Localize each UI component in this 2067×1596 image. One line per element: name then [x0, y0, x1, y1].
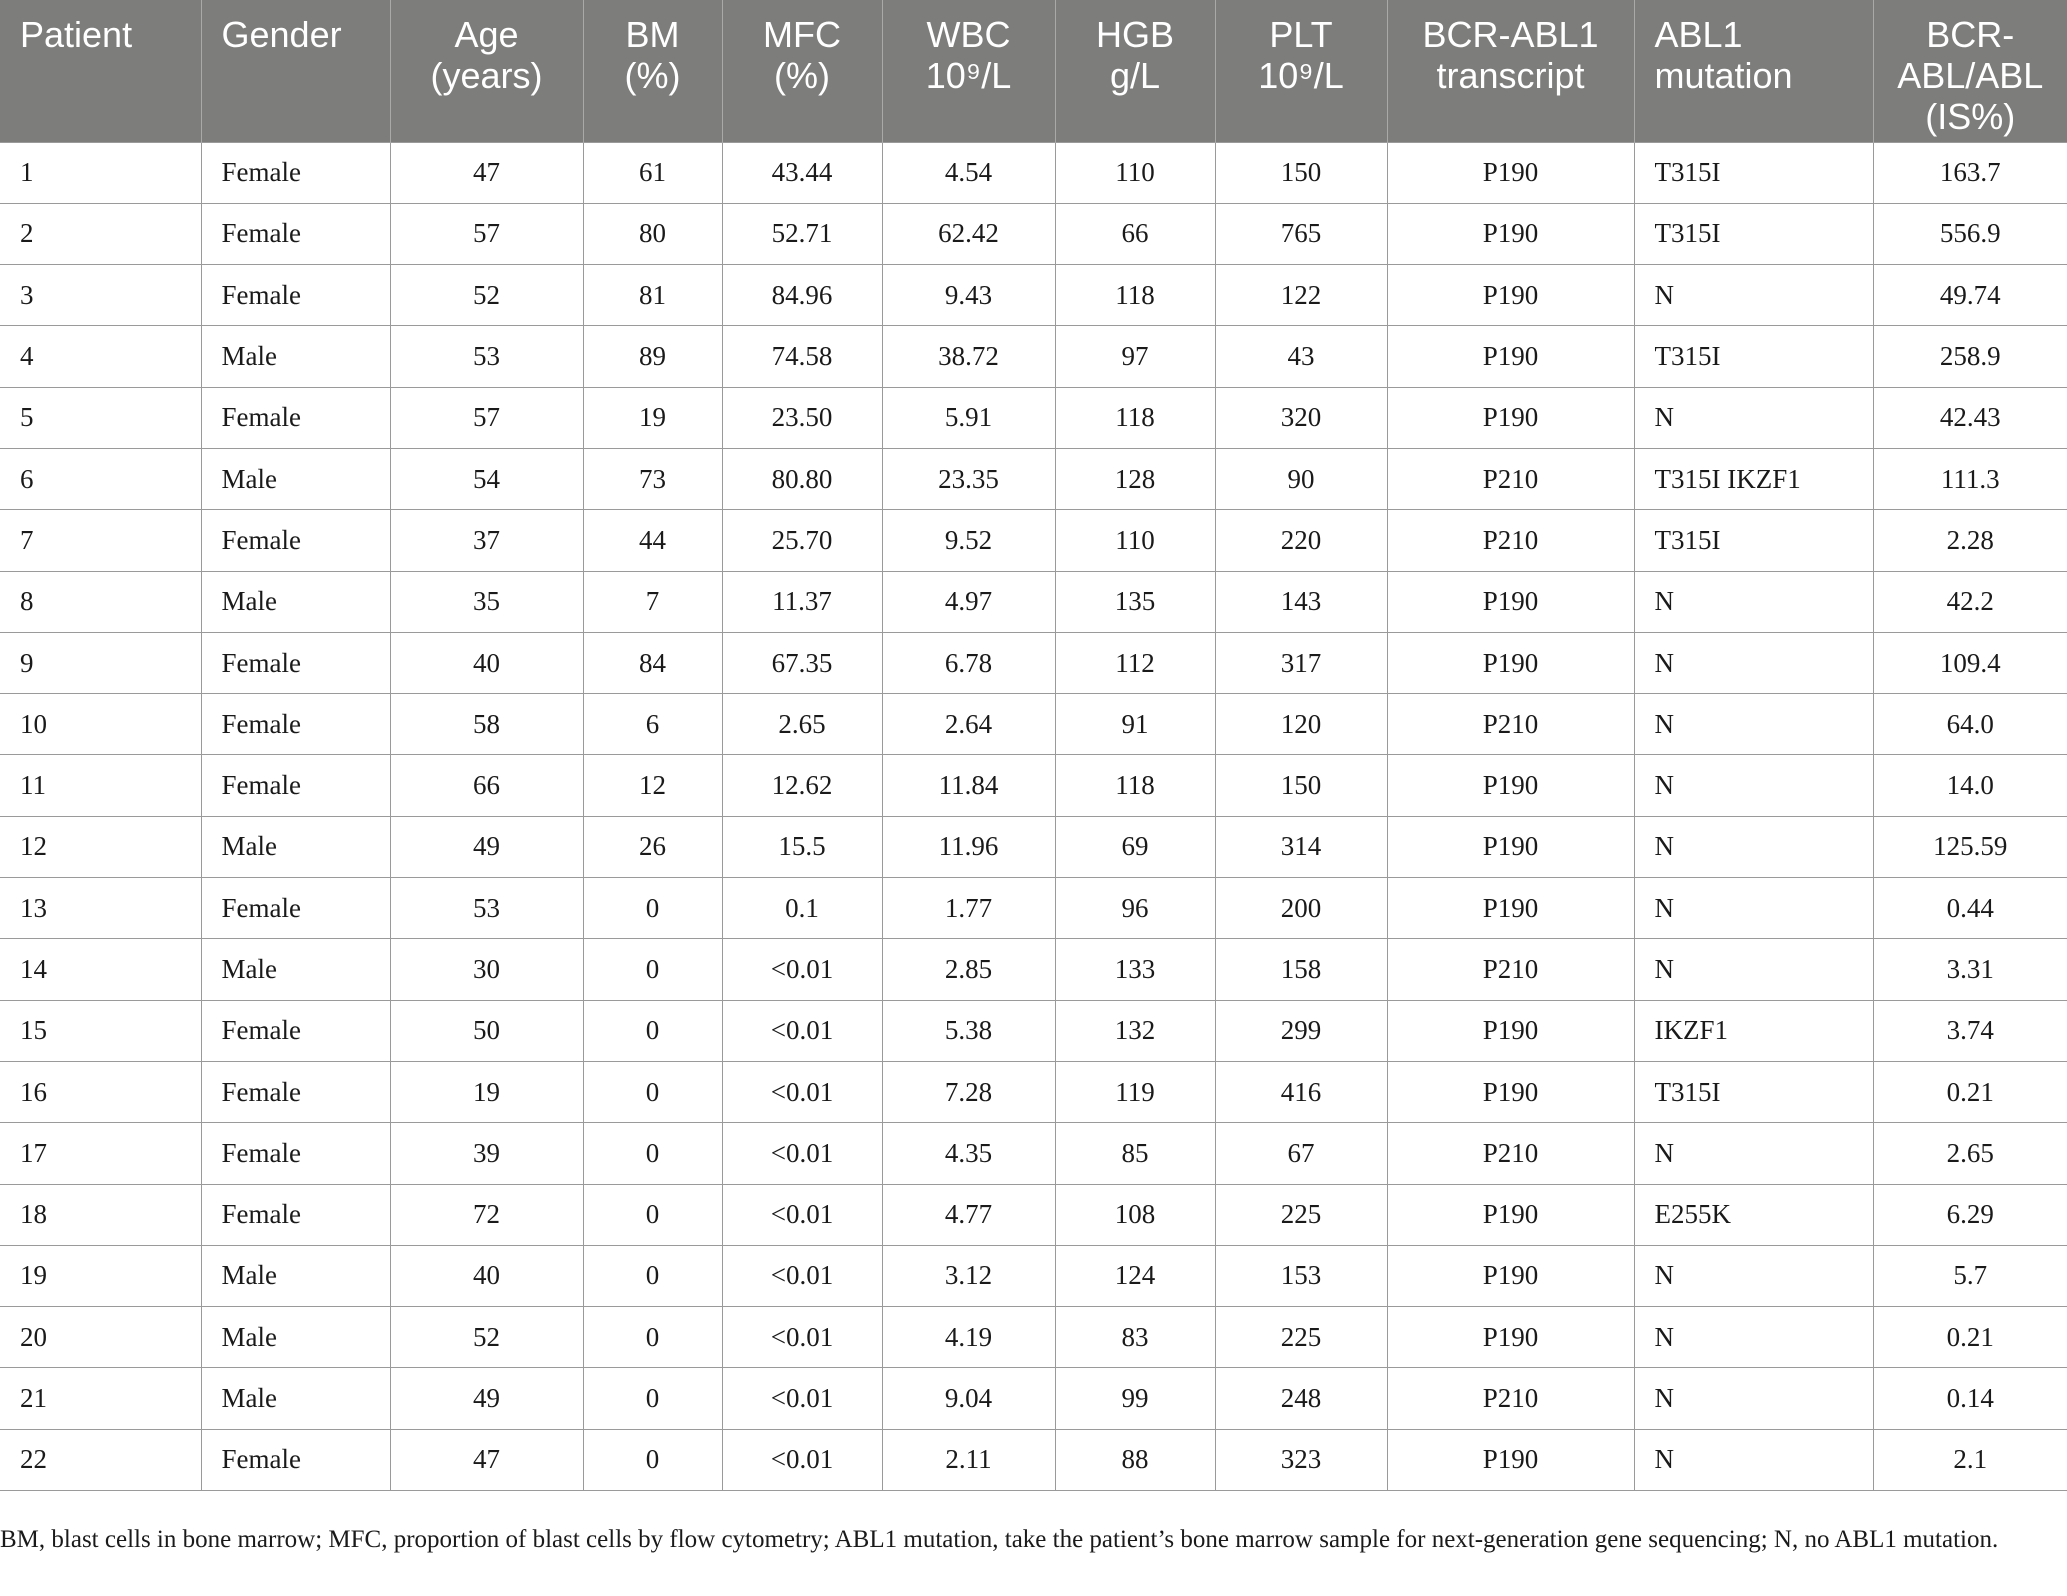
cell-wbc: 11.84 — [882, 755, 1055, 816]
cell-plt: 120 — [1215, 694, 1387, 755]
cell-hgb: 99 — [1055, 1368, 1215, 1429]
cell-age: 52 — [390, 1307, 583, 1368]
cell-patient: 4 — [0, 326, 201, 387]
cell-bcr-abl-is: 556.9 — [1873, 203, 2067, 264]
cell-hgb: 110 — [1055, 142, 1215, 203]
cell-bcr-abl-is: 125.59 — [1873, 816, 2067, 877]
table-row — [0, 632, 2067, 693]
cell-abl1-mutation: T315I — [1634, 326, 1873, 387]
cell-gender: Male — [201, 448, 390, 509]
cell-age: 49 — [390, 1368, 583, 1429]
cell-wbc: 4.19 — [882, 1307, 1055, 1368]
cell-patient: 11 — [0, 755, 201, 816]
cell-plt: 323 — [1215, 1429, 1387, 1490]
cell-transcript: P190 — [1387, 755, 1634, 816]
cell-hgb: 119 — [1055, 1061, 1215, 1122]
cell-age: 40 — [390, 1245, 583, 1306]
cell-hgb: 110 — [1055, 510, 1215, 571]
cell-plt: 317 — [1215, 632, 1387, 693]
table-row — [0, 142, 2067, 203]
table-body — [0, 142, 2067, 1491]
cell-mfc: <0.01 — [722, 1245, 882, 1306]
header-mfc: MFC (%) — [722, 0, 882, 142]
cell-abl1-mutation: N — [1634, 632, 1873, 693]
cell-mfc: <0.01 — [722, 1429, 882, 1490]
cell-bm: 0 — [583, 1245, 722, 1306]
cell-patient: 2 — [0, 203, 201, 264]
cell-age: 35 — [390, 571, 583, 632]
cell-patient: 8 — [0, 571, 201, 632]
cell-bcr-abl-is: 42.2 — [1873, 571, 2067, 632]
cell-age: 52 — [390, 265, 583, 326]
header-wbc: WBC 10⁹/L — [882, 0, 1055, 142]
cell-age: 47 — [390, 1429, 583, 1490]
cell-age: 49 — [390, 816, 583, 877]
cell-bm: 84 — [583, 632, 722, 693]
header-transcript: BCR-ABL1 transcript — [1387, 0, 1634, 142]
cell-plt: 299 — [1215, 1000, 1387, 1061]
table-row — [0, 878, 2067, 939]
cell-abl1-mutation: N — [1634, 1429, 1873, 1490]
cell-patient: 5 — [0, 387, 201, 448]
header-bcr-abl-is: BCR- ABL/ABL (IS%) — [1873, 0, 2067, 142]
cell-wbc: 6.78 — [882, 632, 1055, 693]
cell-transcript: P190 — [1387, 1184, 1634, 1245]
cell-bcr-abl-is: 64.0 — [1873, 694, 2067, 755]
cell-bcr-abl-is: 2.1 — [1873, 1429, 2067, 1490]
header-patient: Patient — [0, 0, 201, 142]
cell-plt: 158 — [1215, 939, 1387, 1000]
cell-age: 57 — [390, 203, 583, 264]
cell-abl1-mutation: IKZF1 — [1634, 1000, 1873, 1061]
cell-mfc: 25.70 — [722, 510, 882, 571]
cell-age: 47 — [390, 142, 583, 203]
cell-plt: 150 — [1215, 755, 1387, 816]
header-plt: PLT 10⁹/L — [1215, 0, 1387, 142]
cell-plt: 122 — [1215, 265, 1387, 326]
cell-plt: 43 — [1215, 326, 1387, 387]
cell-bcr-abl-is: 2.65 — [1873, 1123, 2067, 1184]
cell-plt: 320 — [1215, 387, 1387, 448]
cell-patient: 12 — [0, 816, 201, 877]
cell-patient: 15 — [0, 1000, 201, 1061]
cell-bm: 81 — [583, 265, 722, 326]
cell-age: 58 — [390, 694, 583, 755]
cell-bm: 0 — [583, 1368, 722, 1429]
cell-hgb: 69 — [1055, 816, 1215, 877]
cell-patient: 22 — [0, 1429, 201, 1490]
cell-transcript: P190 — [1387, 265, 1634, 326]
cell-wbc: 4.77 — [882, 1184, 1055, 1245]
cell-bcr-abl-is: 42.43 — [1873, 387, 2067, 448]
cell-age: 53 — [390, 326, 583, 387]
cell-bm: 89 — [583, 326, 722, 387]
cell-hgb: 135 — [1055, 571, 1215, 632]
cell-bcr-abl-is: 49.74 — [1873, 265, 2067, 326]
cell-hgb: 112 — [1055, 632, 1215, 693]
table-row — [0, 510, 2067, 571]
cell-bcr-abl-is: 258.9 — [1873, 326, 2067, 387]
cell-bcr-abl-is: 3.31 — [1873, 939, 2067, 1000]
cell-patient: 18 — [0, 1184, 201, 1245]
cell-abl1-mutation: N — [1634, 1245, 1873, 1306]
cell-bm: 0 — [583, 1429, 722, 1490]
cell-gender: Female — [201, 1184, 390, 1245]
cell-bm: 73 — [583, 448, 722, 509]
cell-abl1-mutation: T315I IKZF1 — [1634, 448, 1873, 509]
cell-mfc: 74.58 — [722, 326, 882, 387]
cell-patient: 14 — [0, 939, 201, 1000]
cell-bcr-abl-is: 0.44 — [1873, 878, 2067, 939]
cell-mfc: 2.65 — [722, 694, 882, 755]
cell-age: 39 — [390, 1123, 583, 1184]
cell-bm: 44 — [583, 510, 722, 571]
cell-gender: Male — [201, 1307, 390, 1368]
cell-gender: Male — [201, 1368, 390, 1429]
cell-abl1-mutation: N — [1634, 265, 1873, 326]
cell-wbc: 2.85 — [882, 939, 1055, 1000]
cell-gender: Female — [201, 203, 390, 264]
header-age: Age (years) — [390, 0, 583, 142]
cell-gender: Female — [201, 1000, 390, 1061]
cell-plt: 248 — [1215, 1368, 1387, 1429]
cell-patient: 21 — [0, 1368, 201, 1429]
cell-hgb: 85 — [1055, 1123, 1215, 1184]
cell-hgb: 83 — [1055, 1307, 1215, 1368]
cell-abl1-mutation: N — [1634, 816, 1873, 877]
cell-transcript: P190 — [1387, 571, 1634, 632]
cell-age: 54 — [390, 448, 583, 509]
cell-plt: 67 — [1215, 1123, 1387, 1184]
cell-bcr-abl-is: 0.21 — [1873, 1307, 2067, 1368]
cell-gender: Male — [201, 939, 390, 1000]
cell-hgb: 128 — [1055, 448, 1215, 509]
cell-age: 72 — [390, 1184, 583, 1245]
cell-bcr-abl-is: 5.7 — [1873, 1245, 2067, 1306]
cell-mfc: 12.62 — [722, 755, 882, 816]
cell-gender: Female — [201, 878, 390, 939]
header-abl1-mutation: ABL1 mutation — [1634, 0, 1873, 142]
cell-transcript: P190 — [1387, 1245, 1634, 1306]
cell-mfc: <0.01 — [722, 1000, 882, 1061]
cell-age: 19 — [390, 1061, 583, 1122]
cell-wbc: 9.43 — [882, 265, 1055, 326]
cell-patient: 19 — [0, 1245, 201, 1306]
cell-transcript: P190 — [1387, 142, 1634, 203]
cell-bm: 80 — [583, 203, 722, 264]
cell-transcript: P210 — [1387, 510, 1634, 571]
cell-gender: Female — [201, 632, 390, 693]
cell-wbc: 4.54 — [882, 142, 1055, 203]
cell-bm: 6 — [583, 694, 722, 755]
cell-transcript: P210 — [1387, 448, 1634, 509]
cell-mfc: 43.44 — [722, 142, 882, 203]
cell-abl1-mutation: N — [1634, 1368, 1873, 1429]
cell-hgb: 108 — [1055, 1184, 1215, 1245]
table-row — [0, 571, 2067, 632]
cell-plt: 416 — [1215, 1061, 1387, 1122]
cell-age: 66 — [390, 755, 583, 816]
cell-abl1-mutation: N — [1634, 1307, 1873, 1368]
cell-abl1-mutation: E255K — [1634, 1184, 1873, 1245]
header-gender: Gender — [201, 0, 390, 142]
table-row — [0, 1245, 2067, 1306]
cell-bcr-abl-is: 2.28 — [1873, 510, 2067, 571]
cell-bcr-abl-is: 6.29 — [1873, 1184, 2067, 1245]
cell-hgb: 118 — [1055, 755, 1215, 816]
header-row — [0, 0, 2067, 142]
cell-wbc: 62.42 — [882, 203, 1055, 264]
cell-gender: Male — [201, 1245, 390, 1306]
cell-hgb: 91 — [1055, 694, 1215, 755]
table-row — [0, 1429, 2067, 1490]
cell-wbc: 3.12 — [882, 1245, 1055, 1306]
cell-age: 40 — [390, 632, 583, 693]
cell-patient: 16 — [0, 1061, 201, 1122]
table-row — [0, 694, 2067, 755]
cell-plt: 90 — [1215, 448, 1387, 509]
cell-wbc: 38.72 — [882, 326, 1055, 387]
cell-mfc: 84.96 — [722, 265, 882, 326]
cell-hgb: 118 — [1055, 265, 1215, 326]
cell-gender: Female — [201, 1123, 390, 1184]
cell-gender: Female — [201, 387, 390, 448]
cell-gender: Male — [201, 571, 390, 632]
table-row — [0, 326, 2067, 387]
cell-age: 30 — [390, 939, 583, 1000]
cell-abl1-mutation: T315I — [1634, 510, 1873, 571]
cell-bm: 19 — [583, 387, 722, 448]
header-hgb: HGB g/L — [1055, 0, 1215, 142]
cell-gender: Female — [201, 1429, 390, 1490]
cell-transcript: P190 — [1387, 387, 1634, 448]
cell-gender: Female — [201, 265, 390, 326]
cell-transcript: P190 — [1387, 816, 1634, 877]
cell-bm: 0 — [583, 1123, 722, 1184]
cell-patient: 9 — [0, 632, 201, 693]
table-row — [0, 1368, 2067, 1429]
cell-abl1-mutation: T315I — [1634, 142, 1873, 203]
cell-abl1-mutation: T315I — [1634, 1061, 1873, 1122]
cell-mfc: 52.71 — [722, 203, 882, 264]
table-row — [0, 1000, 2067, 1061]
cell-transcript: P210 — [1387, 694, 1634, 755]
cell-bcr-abl-is: 3.74 — [1873, 1000, 2067, 1061]
cell-wbc: 23.35 — [882, 448, 1055, 509]
cell-patient: 7 — [0, 510, 201, 571]
table-row — [0, 1061, 2067, 1122]
cell-wbc: 7.28 — [882, 1061, 1055, 1122]
cell-wbc: 2.11 — [882, 1429, 1055, 1490]
table-row — [0, 1184, 2067, 1245]
table-row — [0, 1307, 2067, 1368]
cell-transcript: P190 — [1387, 326, 1634, 387]
cell-hgb: 133 — [1055, 939, 1215, 1000]
cell-abl1-mutation: T315I — [1634, 203, 1873, 264]
cell-transcript: P190 — [1387, 203, 1634, 264]
cell-plt: 225 — [1215, 1307, 1387, 1368]
cell-age: 50 — [390, 1000, 583, 1061]
cell-patient: 10 — [0, 694, 201, 755]
cell-wbc: 9.04 — [882, 1368, 1055, 1429]
cell-wbc: 4.35 — [882, 1123, 1055, 1184]
cell-gender: Female — [201, 1061, 390, 1122]
cell-mfc: 15.5 — [722, 816, 882, 877]
cell-bm: 26 — [583, 816, 722, 877]
cell-wbc: 2.64 — [882, 694, 1055, 755]
cell-transcript: P210 — [1387, 1368, 1634, 1429]
cell-transcript: P190 — [1387, 1307, 1634, 1368]
cell-mfc: 23.50 — [722, 387, 882, 448]
cell-bm: 61 — [583, 142, 722, 203]
cell-bcr-abl-is: 14.0 — [1873, 755, 2067, 816]
cell-abl1-mutation: N — [1634, 387, 1873, 448]
cell-mfc: 80.80 — [722, 448, 882, 509]
cell-patient: 3 — [0, 265, 201, 326]
cell-transcript: P190 — [1387, 1429, 1634, 1490]
cell-abl1-mutation: N — [1634, 694, 1873, 755]
cell-bcr-abl-is: 109.4 — [1873, 632, 2067, 693]
cell-mfc: <0.01 — [722, 1307, 882, 1368]
table-row — [0, 1123, 2067, 1184]
cell-mfc: <0.01 — [722, 939, 882, 1000]
table-row — [0, 939, 2067, 1000]
cell-bm: 0 — [583, 939, 722, 1000]
cell-hgb: 88 — [1055, 1429, 1215, 1490]
cell-wbc: 9.52 — [882, 510, 1055, 571]
cell-bcr-abl-is: 163.7 — [1873, 142, 2067, 203]
cell-abl1-mutation: N — [1634, 1123, 1873, 1184]
cell-hgb: 118 — [1055, 387, 1215, 448]
cell-abl1-mutation: N — [1634, 571, 1873, 632]
table-header — [0, 0, 2067, 142]
cell-transcript: P190 — [1387, 878, 1634, 939]
cell-abl1-mutation: N — [1634, 755, 1873, 816]
cell-wbc: 11.96 — [882, 816, 1055, 877]
cell-age: 53 — [390, 878, 583, 939]
cell-plt: 314 — [1215, 816, 1387, 877]
cell-gender: Female — [201, 510, 390, 571]
cell-plt: 200 — [1215, 878, 1387, 939]
cell-gender: Male — [201, 326, 390, 387]
cell-plt: 220 — [1215, 510, 1387, 571]
cell-plt: 225 — [1215, 1184, 1387, 1245]
cell-hgb: 66 — [1055, 203, 1215, 264]
cell-patient: 17 — [0, 1123, 201, 1184]
cell-gender: Male — [201, 816, 390, 877]
table-footnote: BM, blast cells in bone marrow; MFC, proportion of blast cells by flow cytometry; ABL1 mutation, take the patient’s bone marrow sample for next-generation gene sequencing; N, no ABL1 mutation. — [0, 1526, 1999, 1553]
cell-hgb: 132 — [1055, 1000, 1215, 1061]
cell-plt: 150 — [1215, 142, 1387, 203]
cell-age: 57 — [390, 387, 583, 448]
cell-bm: 0 — [583, 878, 722, 939]
cell-gender: Female — [201, 755, 390, 816]
cell-bm: 12 — [583, 755, 722, 816]
cell-bm: 7 — [583, 571, 722, 632]
cell-bm: 0 — [583, 1000, 722, 1061]
cell-mfc: <0.01 — [722, 1123, 882, 1184]
cell-transcript: P190 — [1387, 632, 1634, 693]
cell-bm: 0 — [583, 1307, 722, 1368]
cell-wbc: 4.97 — [882, 571, 1055, 632]
cell-bm: 0 — [583, 1061, 722, 1122]
cell-mfc: 11.37 — [722, 571, 882, 632]
cell-transcript: P210 — [1387, 1123, 1634, 1184]
cell-plt: 153 — [1215, 1245, 1387, 1306]
cell-wbc: 5.91 — [882, 387, 1055, 448]
cell-hgb: 97 — [1055, 326, 1215, 387]
cell-mfc: 0.1 — [722, 878, 882, 939]
table-row — [0, 387, 2067, 448]
cell-mfc: <0.01 — [722, 1061, 882, 1122]
table-row — [0, 448, 2067, 509]
table-row — [0, 265, 2067, 326]
cell-mfc: <0.01 — [722, 1184, 882, 1245]
cell-abl1-mutation: N — [1634, 939, 1873, 1000]
cell-bcr-abl-is: 0.21 — [1873, 1061, 2067, 1122]
table-row — [0, 755, 2067, 816]
cell-age: 37 — [390, 510, 583, 571]
cell-transcript: P190 — [1387, 1061, 1634, 1122]
cell-patient: 20 — [0, 1307, 201, 1368]
cell-abl1-mutation: N — [1634, 878, 1873, 939]
cell-patient: 13 — [0, 878, 201, 939]
table-row — [0, 816, 2067, 877]
cell-bcr-abl-is: 0.14 — [1873, 1368, 2067, 1429]
cell-gender: Female — [201, 142, 390, 203]
table-row — [0, 203, 2067, 264]
cell-hgb: 96 — [1055, 878, 1215, 939]
cell-mfc: 67.35 — [722, 632, 882, 693]
cell-plt: 143 — [1215, 571, 1387, 632]
cell-patient: 1 — [0, 142, 201, 203]
cell-mfc: <0.01 — [722, 1368, 882, 1429]
cell-gender: Female — [201, 694, 390, 755]
cell-bcr-abl-is: 111.3 — [1873, 448, 2067, 509]
cell-wbc: 1.77 — [882, 878, 1055, 939]
cell-bm: 0 — [583, 1184, 722, 1245]
cell-transcript: P190 — [1387, 1000, 1634, 1061]
cell-patient: 6 — [0, 448, 201, 509]
cell-plt: 765 — [1215, 203, 1387, 264]
cell-transcript: P210 — [1387, 939, 1634, 1000]
cell-hgb: 124 — [1055, 1245, 1215, 1306]
header-bm: BM (%) — [583, 0, 722, 142]
cell-wbc: 5.38 — [882, 1000, 1055, 1061]
